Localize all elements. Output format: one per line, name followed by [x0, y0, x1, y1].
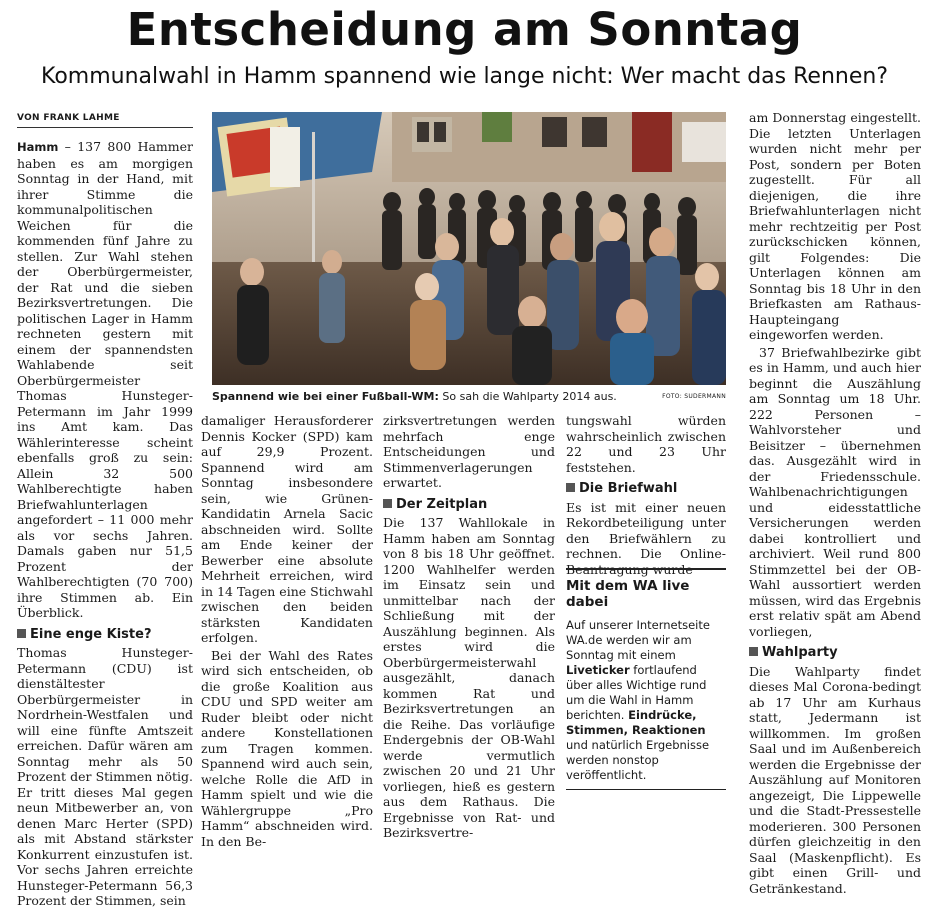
- subheading-zeitplan: [383, 497, 555, 513]
- paragraph: am Donnerstag eingestellt. Die letzten Unterlagen wurden nicht mehr per Post, sondern per Boten zugestellt. Für all diejenigen, die ihre Briefwahlunterlagen nicht mehr rechtzeitig per Post zurückschicken können, gilt Folgendes: Die Unterlagen können am Sonntag bis 18 Uhr in den Briefkasten am Rathaus-Haupteingang eingeworfen werden.: [749, 110, 921, 342]
- subheadline: Kommunalwahl in Hamm spannend wie lange nicht: Wer macht das Rennen?: [41, 64, 888, 89]
- subheading-wahlparty: [749, 645, 921, 661]
- lead-paragraph: [17, 139, 193, 621]
- box-text: und natürlich Ergebnisse werden nonstop veröffentlicht.: [566, 738, 710, 782]
- square-bullet-icon: [566, 483, 575, 492]
- paragraph: Die Wahlparty findet dieses Mal Corona-bedingt ab 17 Uhr am Kurhaus statt, Jedermann ist willkommen. Im großen Saal und im Außenbereich werden die Ergebnisse der Auszählung auf Monitoren angezeigt, Die Lippewelle und die Stadt-Pressestelle moderieren. 300 Personen dürfen gleichzeitig in den Saal (Maskenpflicht). Es gibt einen Grill- und Getränkestand.: [749, 663, 921, 896]
- box-bold: Liveticker: [566, 663, 630, 677]
- byline: VON FRANK LAHME: [17, 113, 120, 123]
- column-2: [201, 413, 373, 851]
- lead-text: – 137 800 Hammer haben es am morgigen Sonntag in der Hand, mit ihrer Stimme die kommunalpolitischen Weichen für die kommenden fünf Jahre zu stellen. Zur Wahl stehen der Oberbürgermeister, der Rat und die sieben Bezirksvertretungen. Die politischen Lager in Hamm rechneten gestern mit einem der spannendsten Wahlabende seit Oberbürgermeister Thomas Hunsteger-Petermann im Jahr 1999 ins Amt kam. Das Wählerinteresse scheint ebenfalls groß zu sein: Allein 32 500 Wahlberechtigte haben Briefwahlunterlagen angefordert – 11 000 mehr als vor sechs Jahren. Damals gaben nur 51,5 Prozent der Wahlberechtigten (70 700) ihre Stimmen ab. Ein Überblick.: [17, 139, 193, 620]
- box-bold: Eindrücke, Stimmen, Reaktionen: [566, 708, 706, 737]
- wahlparty-photo: [212, 112, 726, 385]
- photo-credit: FOTO: SUDERMANN: [662, 393, 726, 400]
- square-bullet-icon: [383, 499, 392, 508]
- subheading-text: Die Briefwahl: [579, 481, 678, 496]
- column-1: [17, 139, 193, 911]
- column-4: [566, 413, 726, 579]
- subheading-briefwahl: [566, 481, 726, 497]
- box-body: [566, 618, 726, 783]
- paragraph: tungswahl würden wahrscheinlich zwischen 22 und 23 Uhr feststehen.: [566, 413, 726, 475]
- subheading-enge-kiste: [17, 627, 193, 643]
- paragraph: damaliger Herausforderer Dennis Kocker (SPD) kam auf 29,9 Prozent. Spannend wird am Sonntag insbesondere sein, wie Grünen-Kandidatin Arnela Sacic abschneiden wird. Sollte am Ende keiner der Bewerber eine absolute Mehrheit erreichen, wird in 14 Tagen eine Stichwahl zwischen den beiden stärksten Kandidaten erfolgen.: [201, 413, 373, 645]
- paragraph: Thomas Hunsteger-Petermann (CDU) ist dienstältester Oberbürgermeister in Nordrhein-Westfalen und will eine fünfte Amtszeit erreichen. Dafür wären am Sonntag mehr als 50 Prozent der Stimmen nötig. Er tritt dieses Mal gegen neun Mitbewerber an, von denen Marc Herter (SPD) als mit Abstand stärkster Konkurrent einzustufen ist. Vor sechs Jahren erreichte Hunsteger-Petermann 56,3 Prozent der Stimmen, sein: [17, 645, 193, 908]
- paragraph: Es ist mit einer neuen Rekordbeteiligung unter den Briefwählern zu rechnen. Die Online-Beantragung wurde: [566, 499, 726, 577]
- paragraph: zirksvertretungen werden mehrfach enge Entscheidungen und Stimmenverlagerungen erwartet.: [383, 413, 555, 490]
- caption-bold: Spannend wie bei einer Fußball-WM:: [212, 390, 439, 403]
- box-text: Auf unserer Internetseite WA.de werden wir am Sonntag mit einem: [566, 618, 710, 662]
- paragraph: 37 Briefwahlbezirke gibt es in Hamm, und auch hier beginnt die Auszählung am Sonntag um 18 Uhr. 222 Personen – Wahlvorsteher und Beisitzer – übernehmen das. Ausgezählt wird in der Friedensschule. Wahlbenachrichtigungen und eidesstattliche Versicherungen werden dabei kontrolliert und archiviert. Weil rund 800 Stimmzettel bei der OB-Wahl aussortiert werden müssen, wird das Ergebnis erst relativ spät am Abend vorliegen,: [749, 344, 921, 639]
- paragraph: Die 137 Wahllokale in Hamm haben am Sonntag von 8 bis 18 Uhr geöffnet. 1200 Wahlhelfer werden im Einsatz sein und unmittelbar nach der Schließung mit der Auszählung beginnen. Als erstes wird die Oberbürgermeisterwahl ausgezählt, danach kommen Rat und Bezirksvertretungen an die Reihe. Das vorläufige Endergebnis der OB-Wahl werde vermutlich zwischen 20 und 21 Uhr vorliegen, hieß es gestern aus dem Rathaus. Die Ergebnisse von Rat- und Bezirksvertre-: [383, 515, 555, 840]
- paragraph: Bei der Wahl des Rates wird sich entscheiden, ob die große Koalition aus CDU und SPD weiter am Ruder bleibt oder nicht andere Konstellationen zum Tragen kommen. Spannend wird auch sein, welche Rolle die AfD in Hamm spielt und wie die Wählergruppe „Pro Hamm“ abschneiden wird. In den Be-: [201, 647, 373, 849]
- box-title: Mit dem WA live dabei: [566, 578, 690, 610]
- column-3: [383, 413, 555, 843]
- square-bullet-icon: [17, 629, 26, 638]
- dateline: Hamm: [17, 140, 59, 154]
- photo-caption: [212, 390, 726, 403]
- adjacent-column-edge: [0, 0, 8, 772]
- column-5: [749, 110, 921, 898]
- subheading-text: Wahlparty: [762, 645, 838, 660]
- headline: Entscheidung am Sonntag: [126, 3, 803, 56]
- box-text: fortlaufend über alles Wichtige rund um die Wahl in Hamm berichten.: [566, 663, 707, 722]
- subheading-text: Der Zeitplan: [396, 496, 488, 512]
- byline-rule: [17, 127, 193, 128]
- caption-text: So sah die Wahlparty 2014 aus.: [438, 390, 617, 403]
- subheading-text: Eine enge Kiste?: [30, 626, 152, 642]
- live-ticker-box: [566, 568, 726, 790]
- square-bullet-icon: [749, 647, 758, 656]
